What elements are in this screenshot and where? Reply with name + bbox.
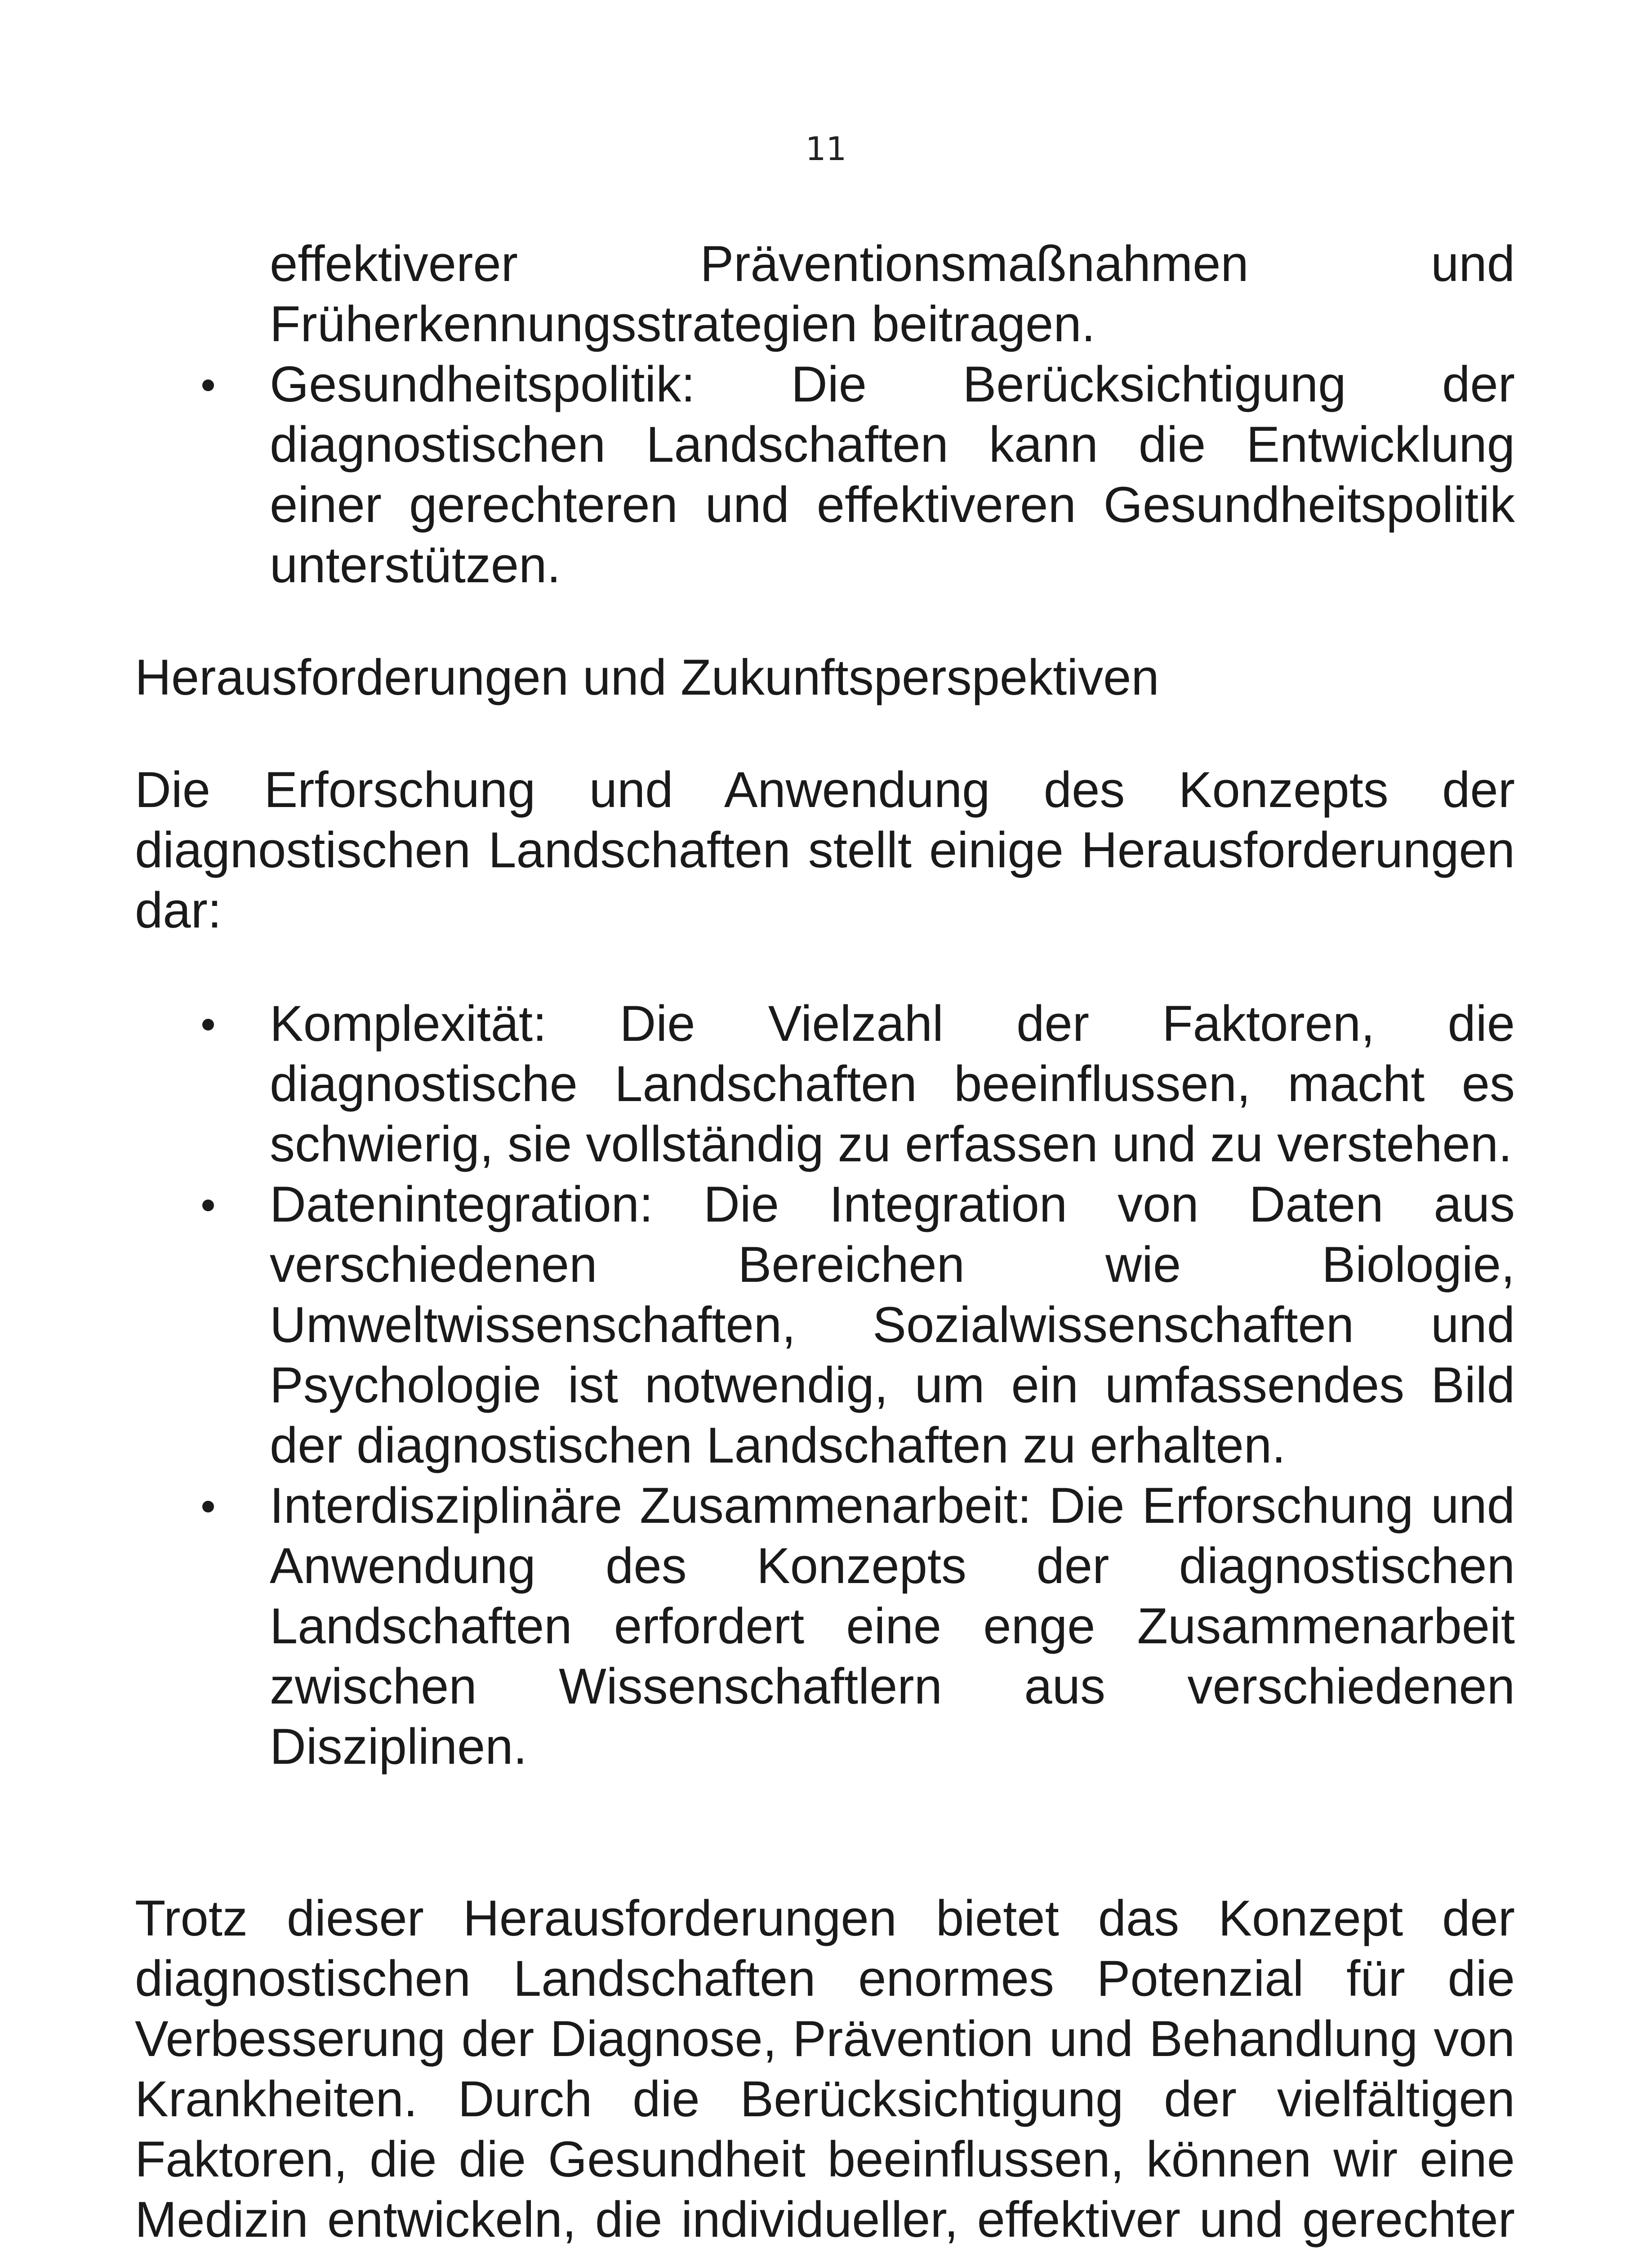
list-item-text: Interdisziplinäre Zusammenarbeit: Die Erforschung und Anwendung des Konzepts der diagnostischen Landschaften erfordert eine enge Zusammenarbeit zwischen Wissenschaftlern aus verschiedenen Disziplinen. [270,1477,1515,1775]
bullet-icon [202,379,214,391]
list-item-text: Datenintegration: Die Integration von Daten aus verschiedenen Bereichen wie Biologie, Umweltwissenschaften, Sozialwissenschaften und Psychologie ist notwendig, um ein umfassendes Bild der diagnostischen Landschaften zu erhalten. [270,1176,1515,1473]
bullet-icon [202,1200,214,1211]
list-item-datenintegration [135,1174,1515,1476]
conclusion-paragraph: Trotz dieser Herausforderungen bietet das Konzept der diagnostischen Landschaften enormes Potenzial für die Verbesserung der Diagnose, Prävention und Behandlung von Krankheiten. Durch die Berücksichtigung der vielfältigen Faktoren, die die Gesundheit beeinflussen, können wir eine Medizin entwickeln, die individueller, effektiver und gerechter [135,1890,1515,2248]
section-heading: Herausforderungen und Zukunftsperspektiven [135,649,1159,705]
section-intro-paragraph: Die Erforschung und Anwendung des Konzepts der diagnostischen Landschaften stellt einige Herausforderungen dar: [135,762,1515,938]
list-item-text: Komplexität: Die Vielzahl der Faktoren, die diagnostische Landschaften beeinflussen, macht es schwierig, sie vollständig zu erfassen und zu verstehen. [270,995,1515,1172]
list-item-continuation [135,234,1515,354]
top-bullet-list [135,234,1515,595]
list-item-interdisziplinaere-zusammenarbeit [135,1476,1515,1777]
page-number: 11 [805,130,847,168]
list-item-text: Gesundheitspolitik: Die Berücksichtigung der diagnostischen Landschaften kann die Entwicklung einer gerechteren und effektiveren Gesundheitspolitik unterstützen. [270,356,1515,593]
bullet-icon [202,1019,214,1030]
bullet-icon [202,1501,214,1512]
challenges-bullet-list [135,994,1515,1777]
list-item-gesundheitspolitik [135,354,1515,595]
list-item-komplexitaet [135,994,1515,1174]
list-item-text: effektiverer Präventionsmaßnahmen und Früherkennungsstrategien beitragen. [270,236,1515,352]
